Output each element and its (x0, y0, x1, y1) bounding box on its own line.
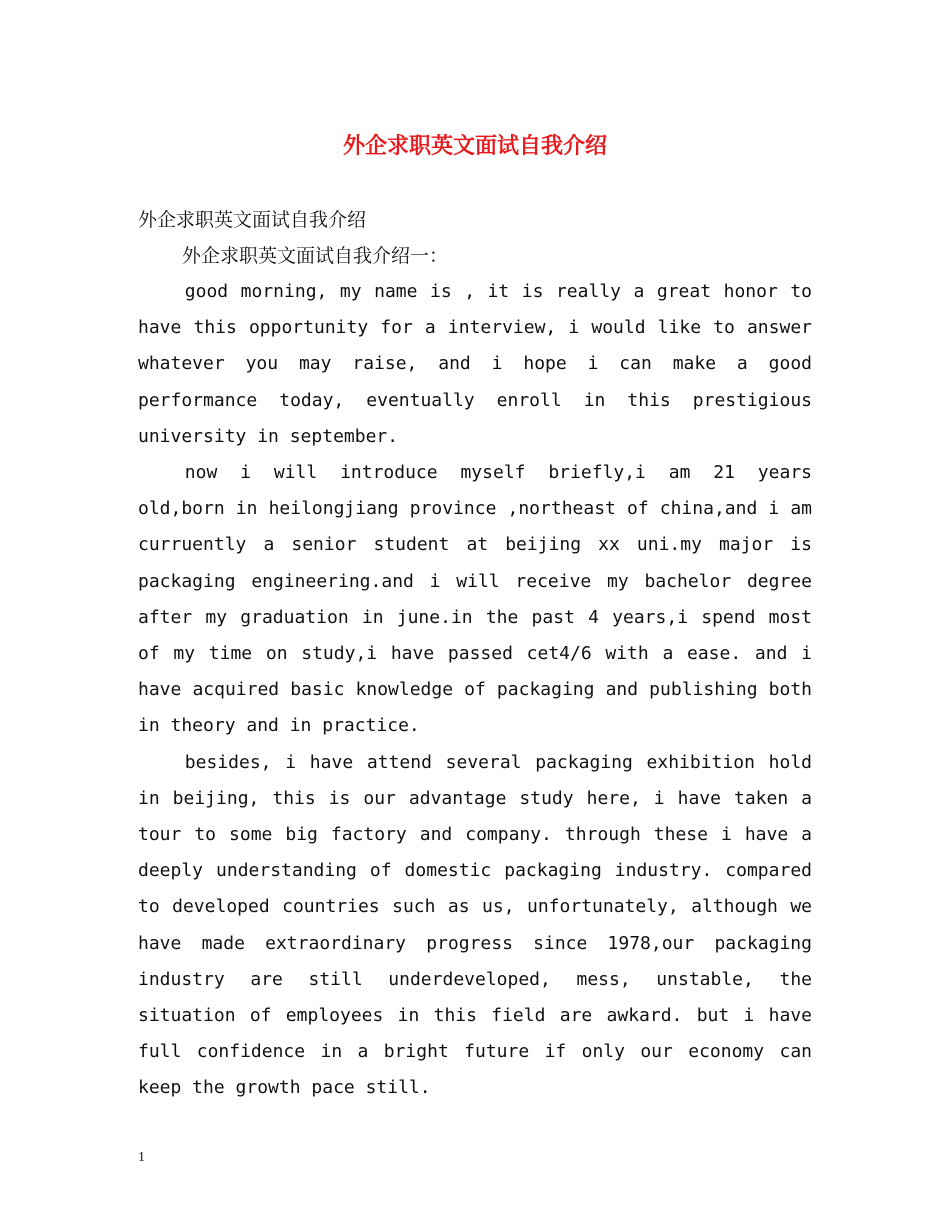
section-heading: 外企求职英文面试自我介绍一： (182, 245, 449, 267)
paragraph-3: besides, i have attend several packaging exhibition hold in beijing, this is our advantage study here, i have taken a tour to some big factory and company. through these i have a deeply understanding of domestic packaging industry. compared to developed countries such as us, unfortunately, although we have made extraordinary progress since 1978,our packaging industry are still underdeveloped, mess, unstable, the situation of employees in this field are awkard. but i have full confidence in a bright future if only our economy can keep the growth pace still. (138, 751, 812, 1099)
page-number: 1 (138, 1150, 145, 1165)
paragraph-2: now i will introduce myself briefly,i am 21 years old,born in heilongjiang province ,northeast of china,and i am curruently a senior student at beijing xx uni.my major is packaging engineering.and i will receive my bachelor degree after my graduation in june.in the past 4 years,i spend most of my time on study,i have passed cet4/6 with a ease. and i have acquired basic knowledge of packaging and publishing both in theory and in practice. (138, 462, 812, 737)
document-subtitle: 外企求职英文面试自我介绍 (138, 209, 367, 231)
document-title: 外企求职英文面试自我介绍 (342, 133, 607, 159)
body-text (138, 274, 812, 1107)
paragraph-1: good morning, my name is , it is really a great honor to have this opportunity for a interview, i would like to answer whatever you may raise, and i hope i can make a good performance today, eventually enroll in this prestigious university in september. (138, 281, 812, 447)
